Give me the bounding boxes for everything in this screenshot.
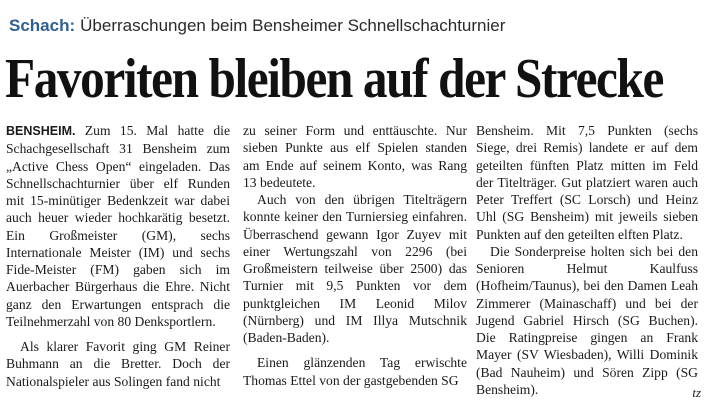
paragraph-3: Auch von den übrigen Titelträgern konnte keiner den Turniersieg einfahren. Überraschend gewann Igor Zuyev mit einer Wertungszahl von 2296 (bei Großmeistern teilweise über 2500) das Turnier mit 9,5 Punkten vor dem punktgleichen IM Leonid Milov (Nürnberg) und IM Illya Mutschnik (Baden-Baden). — [243, 192, 467, 345]
paragraph-2-cont: zu seiner Form und enttäuschte. Nur sieben Punkte aus elf Spielen standen am Ende auf seinem Konto, was Rang 13 bedeutete. — [243, 123, 467, 190]
kicker-label: Schach — [9, 16, 70, 35]
kicker — [9, 14, 699, 38]
dateline: BENSHEIM. — [6, 124, 76, 138]
paragraph-4: Einen glänzenden Tag erwischte Thomas Ettel von der gastgebenden SG — [243, 355, 467, 388]
column-3 — [476, 122, 698, 398]
paragraph-4-cont: Bensheim. Mit 7,5 Punkten (sechs Siege, drei Remis) landete er auf dem geteilten fünften Platz mitten im Feld der Titelträger. Gut platziert waren auch Peter Treffert (SC Lorsch) und Heinz Uhl (SG Bensheim) mit jeweils sieben Punkten auf den geteilten elften Platz. — [476, 123, 698, 242]
article-body — [6, 122, 706, 404]
paragraph-1 — [6, 122, 230, 330]
headline: Favoriten bleiben auf der Strecke — [5, 48, 663, 110]
paragraph-5: Die Sonderpreise holten sich bei den Senioren Helmut Kaulfuss (Hofheim/Taunus), bei den Damen Leah Zimmerer (Mainaschaff) und bei der Jugend Gabriel Hirsch (SG Buchen). Die Ratingpreise gingen an Frank Mayer (SV Wiesbaden), Willi Dominik (Bad Nauheim) und Sören Zipp (SG Bensheim). — [476, 243, 698, 397]
column-1 — [6, 122, 230, 390]
paragraph-1-text: Zum 15. Mal hatte die Schachgesellschaft 31 Bensheim zum „Active Chess Open“ eingeladen. Das Schnellschachturnier über elf Runden mit 15-minütiger Bedenkzeit war dabei auch heuer wieder hochkarätig besetzt. Ein Großmeister (GM), sechs Internationale Meister (IM) und sechs Fide-Meister (FM) gaben sich im Auerbacher Bürgerhaus die Ehre. Nicht ganz den Erwartungen entsprach die Teilnehmerzahl von 80 Denksportlern. — [6, 123, 230, 329]
column-2 — [243, 122, 467, 389]
kicker-text: Überraschungen beim Bensheimer Schnellschachturnier — [80, 16, 506, 35]
author-initials: tz — [692, 385, 701, 400]
kicker-separator: : — [69, 16, 76, 35]
paragraph-2: Als klarer Favorit ging GM Reiner Buhmann an die Bretter. Doch der Nationalspieler aus Solingen fand nicht — [6, 339, 230, 389]
